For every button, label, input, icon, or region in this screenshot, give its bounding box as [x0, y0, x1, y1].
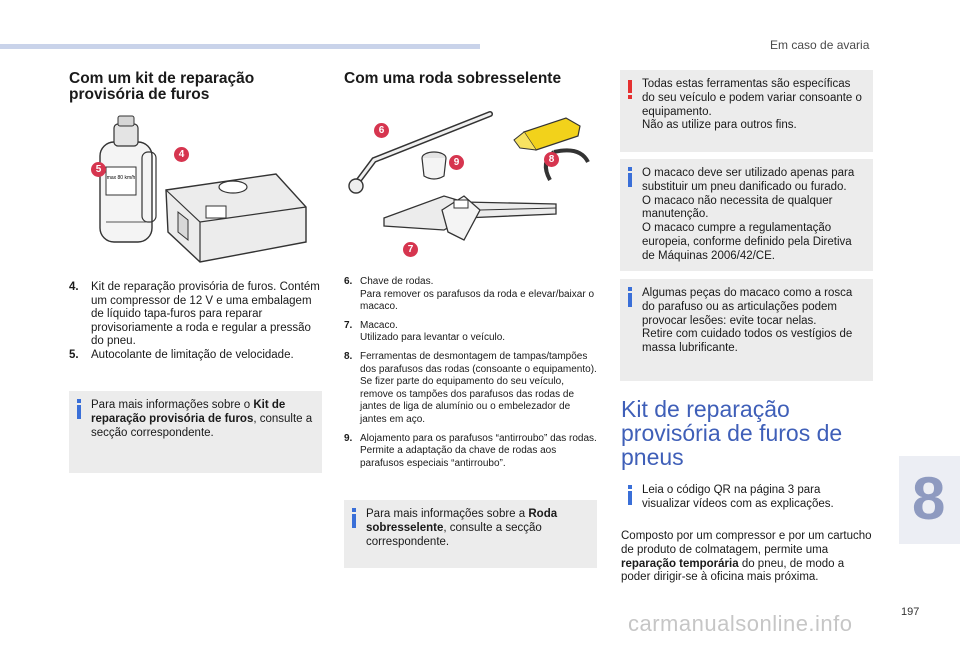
item-text: Kit de reparação provisória de furos. Contém um compressor de 12 V e uma embalagem de líquido tapa-furos para reparar provisoriamente a roda e regular a pressão do pneu.	[91, 281, 320, 348]
warning-box-tools	[620, 70, 873, 152]
info-text: Para mais informações sobre o	[91, 399, 254, 411]
callout-6: 6	[374, 123, 389, 138]
info-text: Leia o código QR na página 3 para visualizar vídeos com as explicações.	[642, 484, 834, 510]
item-number: 7.	[344, 319, 353, 331]
paragraph-text: Composto por um compressor e por um cartucho de produto de colmatagem, permite uma	[621, 530, 872, 556]
list-item	[69, 349, 321, 363]
warning-icon	[628, 80, 633, 99]
callout-4: 4	[174, 147, 189, 162]
warning-text: Não as utilize para outros fins.	[642, 119, 797, 132]
item-title: Ferramentas de desmontagem de tampas/tampões dos parafusos das rodas (consoante o equipamento).	[360, 350, 597, 375]
item-text: Permite a adaptação da chave de rodas aos parafusos especiais “antirroubo”.	[360, 445, 557, 469]
info-text: Algumas peças do macaco como a rosca do parafuso ou as articulações podem provocar lesões: evite tocar nelas.	[642, 287, 853, 327]
callout-8: 8	[544, 152, 559, 167]
info-box-jack-parts	[620, 279, 873, 381]
watermark: carmanualsonline.info	[628, 611, 853, 636]
list-item	[344, 276, 598, 314]
item-number: 4.	[69, 281, 79, 293]
header-bar	[0, 44, 480, 49]
item-number: 6.	[344, 276, 353, 287]
paragraph-bold: reparação temporária	[621, 557, 739, 570]
heading-spare-wheel: Com uma roda sobresselente	[344, 70, 562, 87]
callout-7: 7	[403, 242, 418, 257]
chapter-tab	[899, 456, 960, 544]
info-box-qr	[620, 477, 873, 519]
info-text: O macaco não necessita de qualquer manutenção.	[642, 194, 833, 221]
item-title: Macaco.	[360, 319, 398, 331]
info-box-spare-wheel	[344, 500, 597, 568]
heading-tyre-repair-kit: Kit de reparação provisória de furos de pneus	[621, 396, 843, 470]
info-link-text: Roda sobresselente	[366, 508, 558, 534]
info-text: Para mais informações sobre a	[366, 508, 529, 520]
item-number: 8.	[344, 350, 353, 362]
callout-5: 5	[91, 162, 106, 177]
info-box-jack	[620, 159, 873, 271]
list-item	[344, 320, 598, 345]
warning-text: Todas estas ferramentas são específicas do seu veículo e podem variar consoante o equipamento.	[642, 78, 862, 118]
info-icon	[627, 485, 633, 505]
info-box-repair-kit	[69, 391, 322, 473]
info-icon	[351, 508, 357, 528]
info-link-text: Kit de reparação provisória de furos	[91, 399, 286, 425]
spare-wheel-list	[344, 276, 598, 476]
list-item	[344, 351, 598, 427]
list-item	[344, 433, 598, 471]
repair-kit-description	[621, 530, 873, 585]
item-title: Chave de rodas.	[360, 276, 434, 287]
callout-9: 9	[449, 155, 464, 170]
item-text: Autocolante de limitação de velocidade.	[91, 348, 294, 361]
item-number: 9.	[344, 432, 353, 444]
heading-repair-kit: Com um kit de reparação provisória de furos	[69, 70, 255, 103]
info-icon	[627, 287, 633, 307]
item-text: Utilizado para levantar o veículo.	[360, 332, 506, 344]
page-number: 197	[901, 606, 920, 618]
repair-kit-list	[69, 281, 321, 363]
repair-kit-illustration	[88, 112, 313, 272]
info-icon	[627, 167, 633, 187]
paragraph-text: do pneu, de modo a poder dirigir-se à oficina mais próxima.	[621, 557, 845, 584]
info-text: O macaco deve ser utilizado apenas para substituir um pneu danificado ou furado.	[642, 167, 855, 193]
info-text: O macaco cumpre a regulamentação europeia, conforme definido pela Diretiva de Máquinas 2006/42/CE.	[642, 222, 852, 262]
info-text: , consulte a secção correspondente.	[91, 412, 313, 439]
item-text: Para remover os parafusos da roda e elevar/baixar o macaco.	[360, 288, 595, 313]
chapter-number: 8	[912, 465, 946, 532]
section-label: Em caso de avaria	[770, 38, 870, 52]
item-title: Alojamento para os parafusos “antirroubo” das rodas.	[360, 432, 597, 444]
info-text: Retire com cuidado todos os vestígios de massa lubrificante.	[642, 328, 853, 355]
list-item	[69, 281, 321, 349]
item-number: 5.	[69, 348, 79, 361]
info-icon	[76, 399, 82, 419]
item-text: Se fizer parte do equipamento do seu veículo, remove os tampões dos parafusos das rodas de jantes de liga de alumínio ou o embelezador de jantes em aço.	[360, 376, 575, 425]
info-text: , consulte a secção correspondente.	[366, 521, 542, 548]
speed-sticker-text: max 80 km/h	[106, 175, 136, 181]
